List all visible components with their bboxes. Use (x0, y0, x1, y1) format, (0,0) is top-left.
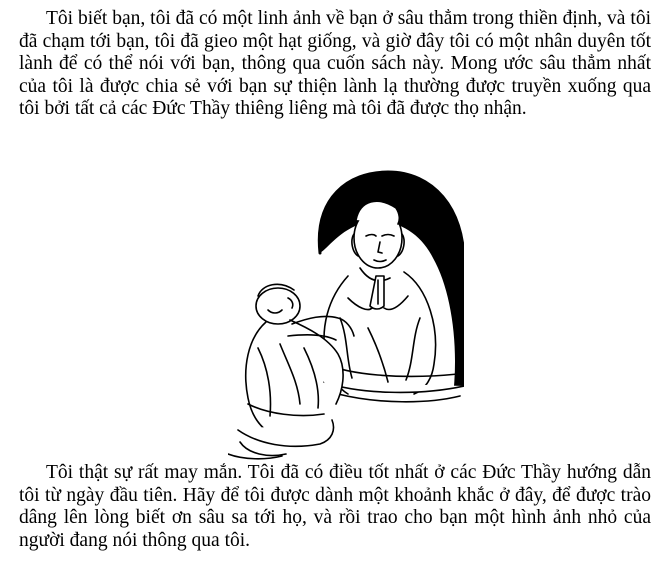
teacher-disciple-illustration (228, 168, 464, 460)
paragraph-1: Tôi biết bạn, tôi đã có một linh ảnh về bạn ở sâu thẳm trong thiền định, và tôi đã chạm tới bạn, tôi đã gieo một hạt giống, và giờ đây tôi có một nhân duyên tốt lành để có thể nói với bạn, thông qua cuốn sách này. Mong ước sâu thẳm nhất của tôi là được chia sẻ với bạn sự thiện lành lạ thường được truyền xuống qua tôi bởi tất cả các Đức Thầy thiêng liêng mà tôi đã được thọ nhận. (19, 8, 651, 120)
paragraph-2: Tôi thật sự rất may mắn. Tôi đã có điều tốt nhất ở các Đức Thầy hướng dẫn tôi từ ngày đầu tiên. Hãy để tôi được dành một khoảnh khắc ở đây, để được trào dâng lên lòng biết ơn sâu sa tới họ, và rồi trao cho bạn một hình ảnh nhỏ của người đang nói thông qua tôi. (19, 462, 651, 551)
